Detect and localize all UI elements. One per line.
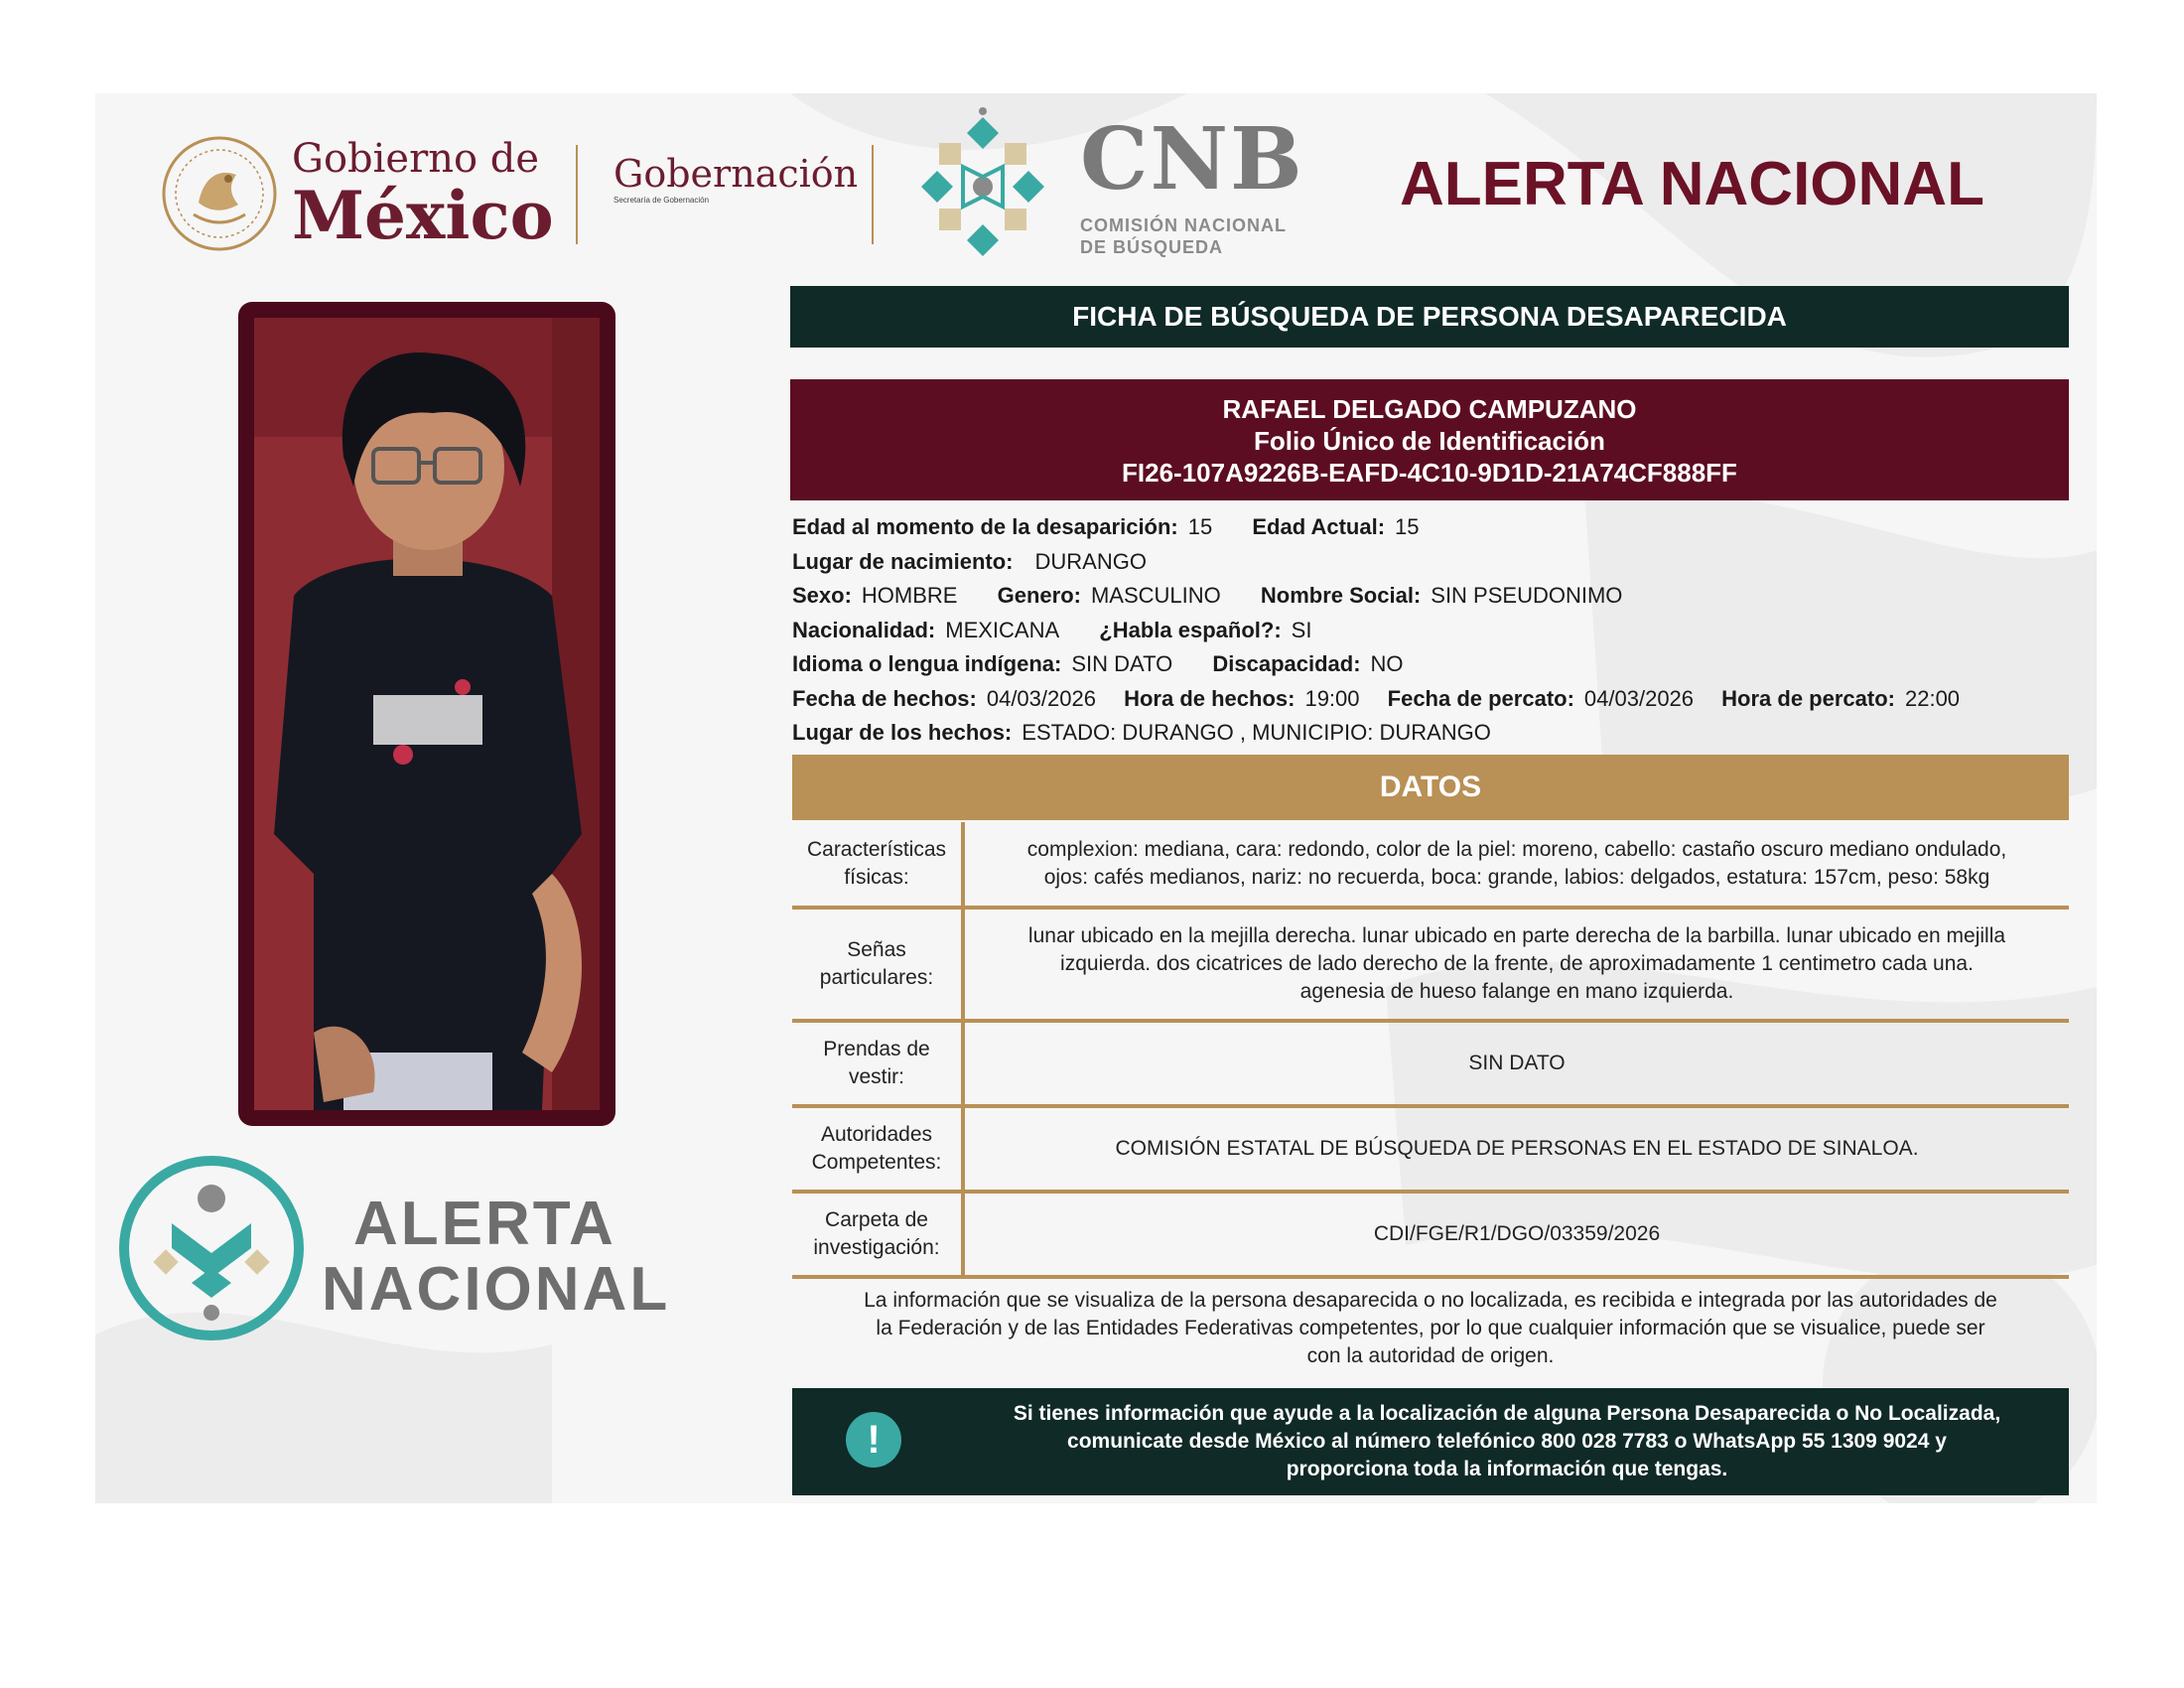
row-label-line: Prendas de (823, 1038, 930, 1060)
alerta-wordmark-line1: ALERTA (353, 1190, 616, 1258)
row-label (792, 1192, 963, 1277)
info-label: Genero: (997, 583, 1081, 608)
cnb-line2: DE BÚSQUEDA (1080, 237, 1224, 257)
info-row (792, 545, 2073, 580)
table-row (792, 1106, 2069, 1192)
person-name: RAFAEL DELGADO CAMPUZANO (1222, 394, 1637, 424)
info-label: ¿Habla español?: (1099, 617, 1282, 642)
info-label: Fecha de percato: (1387, 685, 1574, 711)
contact-message (961, 1400, 2053, 1483)
disclaimer-line: la Federación y de las Entidades Federativas competentes, por lo que cualquier información que se visualice, puede ser (876, 1317, 1985, 1339)
row-label (792, 1106, 963, 1192)
person-header (790, 379, 2069, 500)
alerta-nacional-wordmark (322, 1192, 670, 1323)
info-row (792, 682, 2073, 717)
row-label-line: particulares: (819, 966, 934, 989)
table-row (792, 822, 2069, 908)
row-label-line: físicas: (844, 866, 909, 889)
info-value: 04/03/2026 (986, 685, 1096, 711)
contact-banner (792, 1388, 2069, 1495)
row-label-line: Autoridades (820, 1123, 933, 1146)
alerta-wordmark-line2: NACIONAL (322, 1255, 671, 1324)
row-value (963, 822, 2069, 908)
info-label: Edad al momento de la desaparición: (792, 514, 1178, 539)
info-value: HOMBRE (861, 583, 958, 608)
info-row (792, 647, 2073, 682)
info-value: SIN DATO (1071, 651, 1173, 676)
info-value: 15 (1187, 514, 1213, 539)
row-label-line: vestir: (848, 1065, 904, 1088)
row-value-line: complexion: mediana, cara: redondo, color de la piel: moreno, cabello: castaño oscuro mediano ondulado, (1026, 838, 2007, 861)
folio-value: FI26-107A9226B-EAFD-4C10-9D1D-21A74CF888FF (1122, 458, 1737, 488)
row-value: SIN DATO (963, 1021, 2069, 1106)
info-label: Discapacidad: (1212, 651, 1361, 676)
disclaimer-line: La información que se visualiza de la persona desaparecida o no localizada, es recibida e integrada por las autoridades de (864, 1289, 1997, 1312)
row-value-line: ojos: cafés medianos, nariz: no recuerda, boca: grande, labios: delgados, estatura: 157cm, peso: 58kg (1043, 866, 1990, 889)
contact-line: comunicate desde México al número telefónico 800 028 7783 o WhatsApp 55 1309 9024 y (1067, 1430, 1947, 1453)
info-value: SIN PSEUDONIMO (1431, 583, 1623, 608)
info-label: Lugar de nacimiento: (792, 548, 1014, 574)
logo-divider (576, 145, 578, 244)
cnb-logo-icon (903, 107, 1062, 266)
info-label: Nombre Social: (1260, 583, 1422, 608)
row-value: CDI/FGE/R1/DGO/03359/2026 (963, 1192, 2069, 1277)
cnb-title: CNB (1080, 109, 1304, 210)
person-info (792, 510, 2073, 751)
table-row (792, 908, 2069, 1021)
info-label: Nacionalidad: (792, 617, 936, 642)
row-label-line: investigación: (813, 1236, 940, 1259)
info-value: MEXICANA (945, 617, 1060, 642)
cnb-line1: COMISIÓN NACIONAL (1080, 215, 1287, 235)
alerta-nacional-title: ALERTA NACIONAL (1400, 150, 1984, 218)
cnb-wordmark (1080, 109, 1304, 258)
table-row (792, 1021, 2069, 1106)
info-value: 19:00 (1304, 685, 1360, 711)
info-row (792, 510, 2073, 545)
exclamation-icon: ! (846, 1412, 901, 1468)
row-label-line: Carpeta de (825, 1208, 928, 1231)
alerta-nacional-logo-icon (117, 1154, 306, 1342)
logo-divider (872, 145, 874, 244)
info-label: Lugar de los hechos: (792, 720, 1013, 745)
gobernacion-logo (614, 154, 858, 205)
info-value: 04/03/2026 (1583, 685, 1695, 711)
info-value: 22:00 (1904, 685, 1961, 711)
info-label: Idioma o lengua indígena: (792, 651, 1062, 676)
photo-frame (238, 302, 615, 1126)
disclaimer (800, 1287, 2061, 1370)
row-value-line: agenesia de hueso falange en mano izquierda. (1299, 980, 1734, 1003)
info-value: 15 (1395, 514, 1420, 539)
info-row (792, 579, 2073, 614)
gobierno-line1: Gobierno de (292, 136, 540, 182)
contact-line: proporciona toda la información que tengas. (1286, 1458, 1728, 1480)
info-value: NO (1370, 651, 1404, 676)
info-value: DURANGO (1034, 548, 1147, 574)
info-row (792, 716, 2073, 751)
row-value: COMISIÓN ESTATAL DE BÚSQUEDA DE PERSONAS EN EL ESTADO DE SINALOA. (963, 1106, 2069, 1192)
contact-line: Si tienes información que ayude a la localización de alguna Persona Desaparecida o No Localizada, (1013, 1402, 2001, 1425)
info-value: ESTADO: DURANGO , MUNICIPIO: DURANGO (1022, 720, 1491, 745)
row-label (792, 1021, 963, 1106)
info-label: Fecha de hechos: (792, 685, 977, 711)
info-value: MASCULINO (1090, 583, 1221, 608)
disclaimer-line: con la autoridad de origen. (1306, 1344, 1555, 1367)
datos-header: DATOS (792, 755, 2069, 820)
table-row (792, 1192, 2069, 1277)
info-label: Hora de percato: (1721, 685, 1895, 711)
national-seal-icon (159, 133, 280, 254)
info-label: Edad Actual: (1252, 514, 1386, 539)
gobernacion-sub: Secretaría de Gobernación (614, 196, 710, 205)
row-label-line: Señas (847, 938, 906, 961)
gobernacion-label: Gobernación (614, 152, 859, 196)
row-value (963, 908, 2069, 1021)
ficha-title: FICHA DE BÚSQUEDA DE PERSONA DESAPARECIDA (790, 286, 2069, 348)
missing-person-photo (254, 318, 600, 1110)
row-label (792, 908, 963, 1021)
row-label-line: Características (806, 838, 947, 861)
gobierno-line2: México (292, 177, 554, 254)
row-value-line: lunar ubicado en la mejilla derecha. lunar ubicado en parte derecha de la barbilla. lunar ubicado en mejilla (1027, 924, 2006, 947)
row-value-line: izquierda. dos cicatrices de lado derecho de la frente, de aproximadamente 1 centimetro cada una. (1060, 952, 1974, 975)
info-label: Sexo: (792, 583, 852, 608)
folio-label: Folio Único de Identificación (1254, 426, 1605, 456)
info-row (792, 614, 2073, 648)
row-label-line: Competentes: (811, 1151, 942, 1174)
info-label: Hora de hechos: (1124, 685, 1296, 711)
info-value: SI (1291, 617, 1312, 642)
row-label (792, 822, 963, 908)
datos-table (792, 822, 2069, 1279)
